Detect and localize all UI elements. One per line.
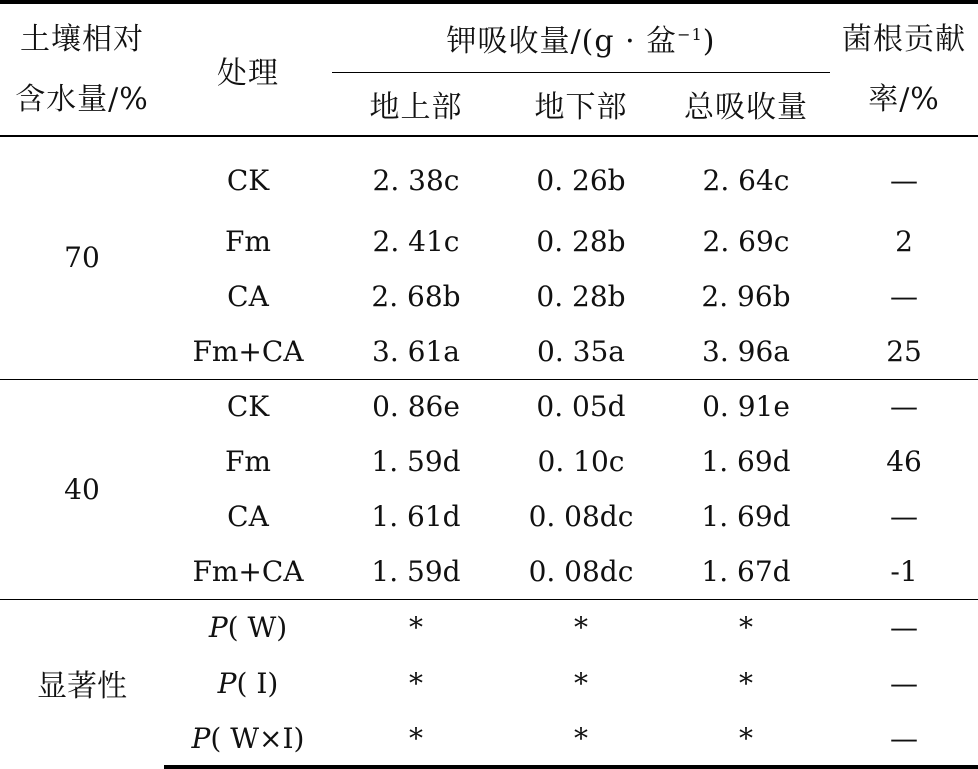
treatment-cell — [164, 599, 332, 655]
header-treatment: 处理 — [164, 2, 332, 136]
above-cell: 1. 59d — [371, 445, 461, 478]
below-cell: 0. 08dc — [528, 554, 634, 588]
above-cell: 1. 59d — [371, 554, 461, 588]
header-total: 总吸收量 — [662, 72, 830, 136]
below-cell: 0. 28b — [536, 225, 626, 258]
contrib-cell: — — [890, 164, 919, 197]
above-cell: 2. 38c — [372, 164, 460, 197]
treatment-cell: Fm — [225, 225, 271, 258]
above-cell: 2. 68b — [371, 280, 461, 313]
group-label-70: 70 — [64, 241, 100, 275]
above-cell: 1. 61d — [371, 500, 461, 533]
header-contrib: 菌根贡献率/% — [830, 2, 978, 136]
p-symbol: P — [208, 610, 228, 644]
below-cell: 0. 10c — [537, 445, 625, 478]
below-cell: 0. 28b — [536, 280, 626, 313]
total-cell: 3. 96a — [702, 334, 790, 368]
total-cell: 1. 69d — [701, 445, 791, 478]
header-above: 地上部 — [332, 72, 500, 136]
p-symbol: P — [191, 721, 211, 755]
p-argument: ( I) — [236, 666, 279, 700]
header-below: 地下部 — [500, 72, 662, 136]
total-cell: 1. 67d — [701, 554, 791, 588]
below-cell: * — [500, 599, 662, 655]
header-uptake-group-close: ) — [702, 23, 716, 59]
above-cell: 2. 41c — [372, 225, 460, 258]
contrib-cell: — — [830, 599, 978, 655]
header-uptake-group-sup: −1 — [677, 24, 703, 44]
p-argument: ( W) — [227, 610, 288, 644]
total-cell: * — [662, 711, 830, 767]
contrib-cell: -1 — [890, 554, 918, 588]
total-cell: 1. 69d — [701, 500, 791, 533]
contrib-cell: 25 — [886, 334, 922, 368]
header-moisture: 土壤相对含水量/% — [0, 2, 164, 136]
treatment-cell: Fm — [225, 445, 271, 478]
treatment-cell: CK — [164, 379, 332, 434]
group-label-significance: 显著性 — [0, 599, 164, 767]
p-argument: ( W×I) — [210, 721, 305, 755]
total-cell: * — [662, 599, 830, 655]
treatment-cell: CA — [227, 280, 269, 313]
treatment-cell: CA — [227, 500, 269, 533]
below-cell: 0. 35a — [537, 334, 625, 368]
below-cell: 0. 05d — [500, 379, 662, 434]
below-cell: * — [574, 666, 588, 700]
treatment-cell: CK — [226, 164, 270, 197]
contrib-cell: — — [890, 500, 919, 533]
above-cell: * — [332, 711, 500, 767]
treatment-cell: Fm+CA — [192, 554, 304, 588]
below-cell: * — [500, 711, 662, 767]
total-cell: 0. 91e — [662, 379, 830, 434]
contrib-cell: — — [890, 280, 919, 313]
group-label-40: 40 — [0, 379, 164, 599]
total-cell: * — [739, 666, 753, 700]
treatment-cell — [164, 655, 332, 711]
contrib-cell: — — [830, 711, 978, 767]
treatment-cell — [164, 711, 332, 767]
above-cell: * — [332, 599, 500, 655]
treatment-cell: Fm+CA — [192, 334, 304, 368]
below-cell: 0. 26b — [536, 164, 626, 197]
below-cell: 0. 08dc — [528, 500, 634, 533]
contrib-cell: 2 — [895, 225, 913, 258]
p-symbol: P — [217, 666, 237, 700]
contrib-cell: — — [890, 666, 919, 700]
total-cell: 2. 69c — [702, 225, 790, 258]
total-cell: 2. 64c — [702, 164, 790, 197]
header-uptake-group — [332, 2, 830, 72]
above-cell: * — [409, 666, 423, 700]
above-cell: 3. 61a — [372, 334, 460, 368]
contrib-cell: — — [830, 379, 978, 434]
total-cell: 2. 96b — [701, 280, 791, 313]
above-cell: 0. 86e — [332, 379, 500, 434]
header-uptake-group-text: 钾吸收量/(g · 盆 — [446, 23, 678, 59]
contrib-cell: 46 — [886, 445, 922, 478]
